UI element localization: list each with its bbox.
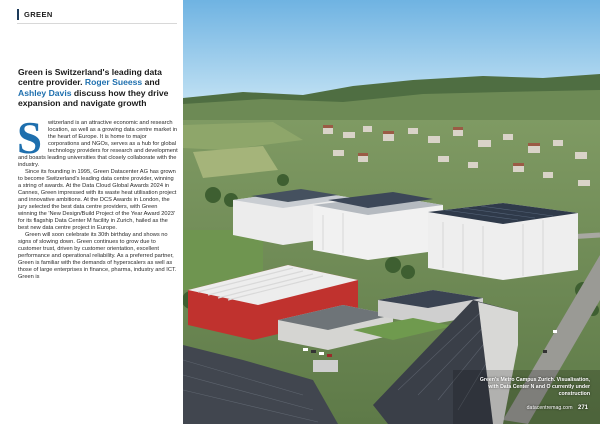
- footer-site: datacentremag.com: [526, 405, 573, 411]
- aerial-photo-metro-campus: [183, 0, 600, 424]
- standfirst-tail: discuss how they drive expansion and navigate growth: [18, 87, 169, 108]
- article-paragraph-3: Green will soon celebrate its 30th birthday and shows no signs of slowing down. Green continues to grow due to customer trust, driven by customer orientation, excellent performance and operational reliability. As a preferred partner, Green is familiar with the demands of hyperscalers as well as those of large enterprises in finance, pharma, industry and ICT. Green is: [18, 232, 177, 281]
- person-name-ashley-davis: Ashley Davis: [18, 87, 72, 98]
- text-column: [0, 0, 183, 424]
- standfirst: [18, 67, 178, 108]
- drop-cap: S: [17, 113, 43, 163]
- section-divider: [17, 23, 177, 24]
- page-number: 271: [577, 405, 588, 411]
- person-name-roger-sueess: Roger Sueess: [84, 77, 143, 88]
- standfirst-lead: Green is Switzerland's leading data centre provider.: [18, 67, 162, 88]
- page-footer: [527, 405, 588, 411]
- article-body: [17, 113, 178, 281]
- article-paragraph-1: [17, 113, 178, 169]
- standfirst-and: and: [144, 77, 160, 88]
- section-label: GREEN: [24, 10, 53, 19]
- photo-caption: Green's Metro Campus Zurich. Visualisation, with Data Center N and O currently under construction: [479, 377, 590, 397]
- paragraph-1-text: witzerland is an attractive economic and research location, as well as a growing data centre market in the heart of Europe. It is home to major corporations and NGOs, serves as a hub for global technology providers for research and development and boasts leading universities that closely collaborate with the industry.: [18, 120, 178, 169]
- article-paragraph-2: Since its founding in 1995, Green Datacenter AG has grown to become Switzerland's leading data centre provider, winning a string of awards. At the Data Cloud Global Awards 2024 in Cannes, Green impressed with its waste heat utilisation project and innovative ambitions. At the DCS Awards in London, the jury selected the best data centre providers, with Green winning the 'New Design/Build Project of the Year Award 2023' for its flagship Data Center M facility in Zurich, hailed as the best new data centre project in Europe.: [18, 169, 177, 232]
- section-accent-bar: [17, 9, 19, 20]
